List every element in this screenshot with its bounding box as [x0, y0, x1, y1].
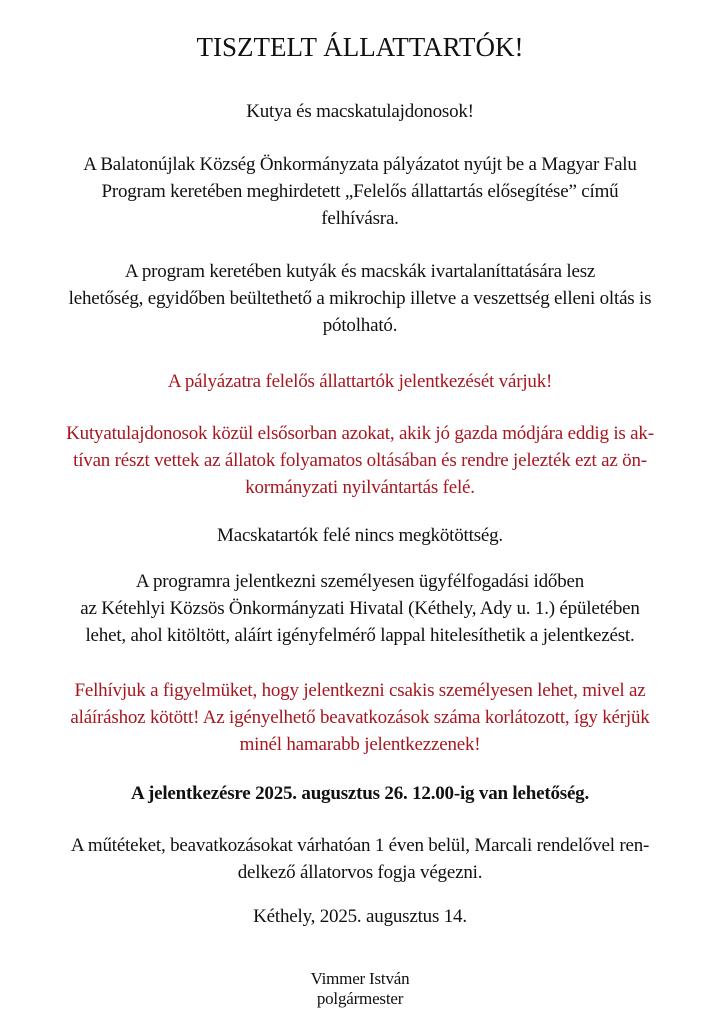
paragraph-program	[0, 258, 720, 339]
paragraph-line: Kutyatulajdonosok közül elsősorban azokat, akik jó gazda módjára eddig is ak-	[66, 423, 654, 444]
highlight-call: A pályázatra felelős állattartók jelentkezését várjuk!	[167, 371, 553, 392]
greeting: Kutya és macskatulajdonosok!	[246, 101, 474, 122]
paragraph-line: Program keretében meghirdetett „Felelős állattartás elősegítése” című	[101, 181, 619, 202]
paragraph-line: A program keretében kutyák és macskák ivartalaníttatására lesz	[124, 261, 596, 282]
signature-name: Vimmer István	[310, 969, 410, 988]
paragraph-line: Felhívjuk a figyelmüket, hogy jelentkezni csakis személyesen lehet, mivel az	[74, 680, 646, 701]
paragraph-line: A programra jelentkezni személyesen ügyfélfogadási időben	[135, 571, 585, 592]
paragraph-application	[0, 151, 720, 232]
paragraph-line: pótolható.	[322, 315, 398, 336]
deadline-notice: A jelentkezésre 2025. augusztus 26. 12.00-ig van lehetőség.	[130, 783, 590, 804]
paragraph-registration	[0, 568, 720, 649]
paragraph-warning	[0, 677, 720, 758]
paragraph-line: kormányzati nyilvántartás felé.	[245, 477, 475, 498]
paragraph-line: lehet, ahol kitöltött, aláírt igényfelmérő lappal hitelesíthetik a jelentkezést.	[85, 625, 635, 646]
paragraph-line: tívan részt vettek az állatok folyamatos oltásában és rendre jelezték ezt az ön-	[73, 450, 647, 471]
paragraph-line: az Kétehlyi Közsös Önkormányzati Hivatal (Kéthely, Ady u. 1.) épületében	[80, 598, 640, 619]
paragraph-line: A Balatonújlak Község Önkormányzata pályázatot nyújt be a Magyar Falu	[83, 154, 637, 175]
paragraph-line: aláíráshoz kötött! Az igényelhető beavatkozások száma korlátozott, így kérjük	[70, 707, 650, 728]
paragraph-line: felhívásra.	[321, 208, 399, 229]
signature-block	[0, 969, 720, 1009]
cat-owners-note: Macskatartók felé nincs megkötöttség.	[217, 525, 503, 546]
notice-title: TISZTELT ÁLLATTARTÓK!	[196, 32, 524, 62]
signature-role: polgármester	[316, 989, 404, 1008]
paragraph-line: A műtéteket, beavatkozásokat várhatóan 1 éven belül, Marcali rendelővel ren-	[70, 835, 650, 856]
paragraph-dog-owners	[0, 420, 720, 501]
paragraph-line: minél hamarabb jelentkezzenek!	[239, 734, 481, 755]
paragraph-line: delkező állatorvos fogja végezni.	[237, 862, 483, 883]
paragraph-line: lehetőség, egyidőben beültethető a mikrochip illetve a veszettség elleni oltás is	[68, 288, 652, 309]
place-date: Kéthely, 2025. augusztus 14.	[253, 906, 467, 927]
paragraph-surgery	[0, 832, 720, 886]
